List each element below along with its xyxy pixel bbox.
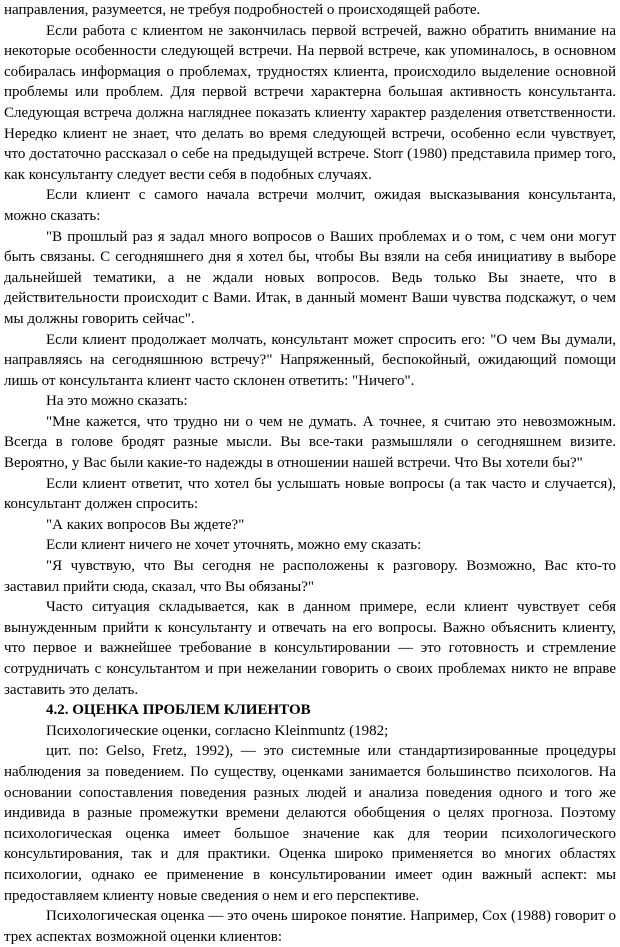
paragraph-new-questions: Если клиент ответит, что хотел бы услышать новые вопросы (а так часто и случается), консультант должен спросить: [4, 475, 616, 513]
paragraph-situation: Часто ситуация складывается, как в данном примере, если клиент чувствует себя вынужденным прийти к консультанту и отвечать на его вопросы. Важно объяснить клиенту, что первое и важнейшее требование в консультировании — это готовность и стремление сотрудничать с консультантом и при нежелании говорить о своих проблемах никто не вправе заставить это делать. [4, 599, 616, 698]
section-paragraph-assessments: Психологические оценки, согласно Kleinmuntz (1982; [46, 722, 389, 739]
quote-which-questions: "А каких вопросов Вы ждете?" [46, 516, 245, 533]
paragraph-client-continues-silent: Если клиент продолжает молчать, консультант может спросить его: "О чем Вы думали, направляясь на сегодняшнюю встречу?" Напряженный, беспокойный, ожидающий помощи лишь от консультанта клиент часто склонен ответить: "Ничего". [4, 331, 616, 389]
quote-not-disposed: "Я чувствую, что Вы сегодня не расположены к разговору. Возможно, Вас кто-то заставил прийти сюда, сказал, что Вы обязаны?" [4, 558, 616, 595]
document-page [4, 0, 616, 947]
paragraph-continuation: направления, разумеется, не требуя подробностей о происходящей работе. [4, 2, 481, 18]
quote-hard-to-think: "Мне кажется, что трудно ни о чем не думать. А точнее, я считаю это невозможным. Всегда в голове бродят разные мысли. Вы все-таки размышляли о сегодняшнем визите. Вероятно, у Вас были какие-то надежды в отношении нашей встречи. Что Вы хотели бы?" [4, 413, 616, 472]
paragraph-client-silent: Если клиент с самого начала встречи молчит, ожидая высказывания консультанта, можно сказать: [4, 187, 616, 224]
section-paragraph-broad-concept: Психологическая оценка — это очень широкое понятие. Например, Cox (1988) говорит о трех аспектах возможной оценки клиентов: [4, 908, 616, 945]
paragraph-no-clarification: Если клиент ничего не хочет уточнять, можно ему сказать: [46, 537, 422, 554]
quote-last-time: "В прошлый раз я задал много вопросов о Ваших проблемах и о том, с чем они могут быть связаны. С сегодняшнего дня я хотел бы, чтобы Вы взяли на себя инициативу в выборе дальнейшей тематики, а не ждали новых вопросов. Ведь только Вы знаете, что в действительности происходит с Вами. Итак, в данный момент Ваши чувства подскажут, о чем мы должны говорить сейчас". [4, 228, 616, 327]
paragraph-you-can-say: На это можно сказать: [46, 393, 188, 410]
paragraph-next-meeting: Если работа с клиентом не закончилась первой встречей, важно обратить внимание на некоторые особенности следующей встречи. На первой встрече, как упоминалось, в основном собиралась информация о проблемах, трудностях клиента, происходило выделение основной проблемы или проблем. Для первой встречи характерна большая активность консультанта. Следующая встреча должна нагляднее показать клиенту характер разделения ответственности. Нередко клиент не знает, что делать во время следующей встречи, особенно если чувствует, что достаточно рассказал о себе на предыдущей встрече. Storr (1980) представила пример того, как консультанту следует вести себя в подобных случаях. [4, 22, 616, 183]
section-paragraph-citation: цит. по: Gelso, Fretz, 1992), — это системные или стандартизированные процедуры наблюдения за поведением. По существу, оценками занимается большинство психологов. На основании сопоставления поведения разных людей и анализа поведения одного и того же индивида в разные промежутки времени делаются обобщения о целях прогноза. Поэтому психологическая оценка имеет большое значение как для теории психологического консультирования, так и для практики. Оценка широко применяется во многих областях психологии, однако ее применение в консультировании имеет один важный аспект: мы предоставляем клиенту новые сведения о нем и его перспективе. [4, 743, 616, 904]
section-heading: 4.2. ОЦЕНКА ПРОБЛЕМ КЛИЕНТОВ [46, 702, 311, 719]
